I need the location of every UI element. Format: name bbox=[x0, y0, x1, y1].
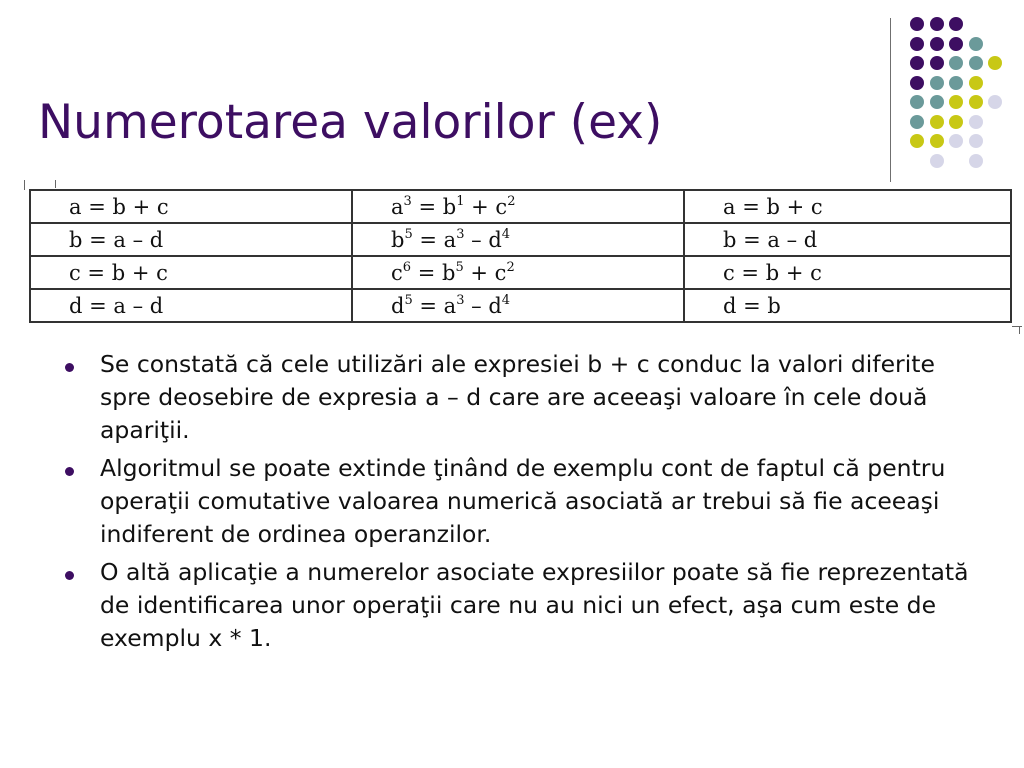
decorative-dot bbox=[910, 95, 924, 109]
decorative-dot bbox=[949, 17, 963, 31]
decorative-dot bbox=[969, 115, 983, 129]
expression-text: c bbox=[391, 261, 403, 285]
expression-text: + c bbox=[463, 261, 507, 285]
decorative-dot bbox=[969, 56, 983, 70]
decorative-dot bbox=[949, 134, 963, 148]
expression-text: – d bbox=[464, 294, 502, 318]
title-divider-line bbox=[890, 18, 891, 182]
expression-text: a bbox=[391, 195, 404, 219]
decorative-dot bbox=[988, 56, 1002, 70]
exponent: 2 bbox=[507, 194, 516, 209]
decorative-dot bbox=[930, 37, 944, 51]
bullet-item bbox=[60, 556, 980, 655]
expression-text: a = b + c bbox=[723, 194, 823, 219]
decorative-dot bbox=[969, 76, 983, 90]
expression-text: + c bbox=[464, 195, 508, 219]
bullet-text: O altă aplicaţie a numerelor asociate expresiilor poate să fie reprezentată de identificarea unor operaţii care nu au nici un efect, aşa cum este de exemplu x * 1. bbox=[100, 558, 969, 652]
decorative-dot bbox=[969, 37, 983, 51]
decorative-dot bbox=[910, 37, 924, 51]
table-cell bbox=[684, 289, 1011, 322]
exponent: 3 bbox=[403, 194, 412, 209]
decorative-dot bbox=[910, 76, 924, 90]
expression-text: a = b + c bbox=[69, 194, 169, 219]
table-row bbox=[30, 289, 1011, 322]
table-cell bbox=[352, 190, 684, 223]
bullet-list bbox=[60, 348, 980, 660]
bullet-text: Se constată că cele utilizări ale expresiei b + c conduc la valori diferite spre deosebire de expresia a – d care are aceeaşi valoare în cele două apariţii. bbox=[100, 350, 935, 444]
decorative-dot bbox=[949, 95, 963, 109]
decorative-dot bbox=[910, 56, 924, 70]
table-cell bbox=[30, 256, 352, 289]
expression-text: b = a – d bbox=[723, 227, 818, 252]
exponent: 1 bbox=[456, 194, 465, 209]
expression-text: d bbox=[391, 294, 405, 318]
expression-text: = a bbox=[412, 294, 457, 318]
expression-text: c = b + c bbox=[723, 260, 822, 285]
table-row bbox=[30, 223, 1011, 256]
table-cell bbox=[684, 256, 1011, 289]
table-cell bbox=[352, 223, 684, 256]
decorative-dot bbox=[969, 154, 983, 168]
bullet-item bbox=[60, 348, 980, 447]
slide-title: Numerotarea valorilor (ex) bbox=[38, 95, 663, 150]
decorative-dot bbox=[910, 134, 924, 148]
exponent: 4 bbox=[501, 293, 511, 308]
expression-text: = b bbox=[411, 261, 456, 285]
bullet-item bbox=[60, 452, 980, 551]
decorative-dot bbox=[949, 56, 963, 70]
table-resize-mark bbox=[1019, 326, 1020, 334]
table-cell bbox=[352, 289, 684, 322]
decorative-dot bbox=[930, 115, 944, 129]
expression-table bbox=[29, 189, 1012, 323]
exponent: 5 bbox=[404, 293, 413, 308]
exponent: 6 bbox=[402, 260, 412, 275]
table-cell bbox=[30, 223, 352, 256]
table-row bbox=[30, 190, 1011, 223]
table-cell bbox=[684, 223, 1011, 256]
expression-text: d = a – d bbox=[69, 293, 164, 318]
table-cell bbox=[30, 190, 352, 223]
expression-text: b = a – d bbox=[69, 227, 164, 252]
exponent: 2 bbox=[506, 260, 515, 275]
decorative-dot bbox=[930, 17, 944, 31]
bullet-dot-icon bbox=[65, 363, 74, 372]
decorative-dot bbox=[949, 76, 963, 90]
decorative-dot bbox=[910, 115, 924, 129]
decorative-dot bbox=[910, 17, 924, 31]
decorative-dot bbox=[988, 95, 1002, 109]
table-resize-mark bbox=[24, 180, 25, 190]
decorative-dot bbox=[930, 95, 944, 109]
bullet-dot-icon bbox=[65, 467, 74, 476]
expression-text: d = b bbox=[723, 293, 781, 318]
exponent: 4 bbox=[501, 227, 511, 242]
bullet-dot-icon bbox=[65, 571, 74, 580]
decorative-dot bbox=[930, 76, 944, 90]
exponent: 5 bbox=[404, 227, 413, 242]
exponent: 3 bbox=[456, 293, 465, 308]
decorative-dot bbox=[969, 95, 983, 109]
table-resize-mark bbox=[1012, 326, 1022, 327]
decorative-dot bbox=[930, 154, 944, 168]
table-cell bbox=[684, 190, 1011, 223]
decorative-dot bbox=[949, 115, 963, 129]
table-resize-mark bbox=[55, 180, 56, 188]
table-cell bbox=[30, 289, 352, 322]
decorative-dot bbox=[949, 37, 963, 51]
expression-text: – d bbox=[464, 228, 502, 252]
expression-text: b bbox=[391, 228, 405, 252]
table-cell bbox=[352, 256, 684, 289]
decorative-dot bbox=[930, 56, 944, 70]
expression-text: = a bbox=[412, 228, 457, 252]
exponent: 3 bbox=[456, 227, 465, 242]
bullet-text: Algoritmul se poate extinde ţinând de exemplu cont de faptul că pentru operaţii comutative valoarea numerică asociată ar trebui să fie aceeaşi indiferent de ordinea operanzilor. bbox=[100, 454, 946, 548]
decorative-dot bbox=[969, 134, 983, 148]
decorative-dot bbox=[930, 134, 944, 148]
exponent: 5 bbox=[455, 260, 464, 275]
expression-text: = b bbox=[411, 195, 457, 219]
expression-text: c = b + c bbox=[69, 260, 168, 285]
table-row bbox=[30, 256, 1011, 289]
